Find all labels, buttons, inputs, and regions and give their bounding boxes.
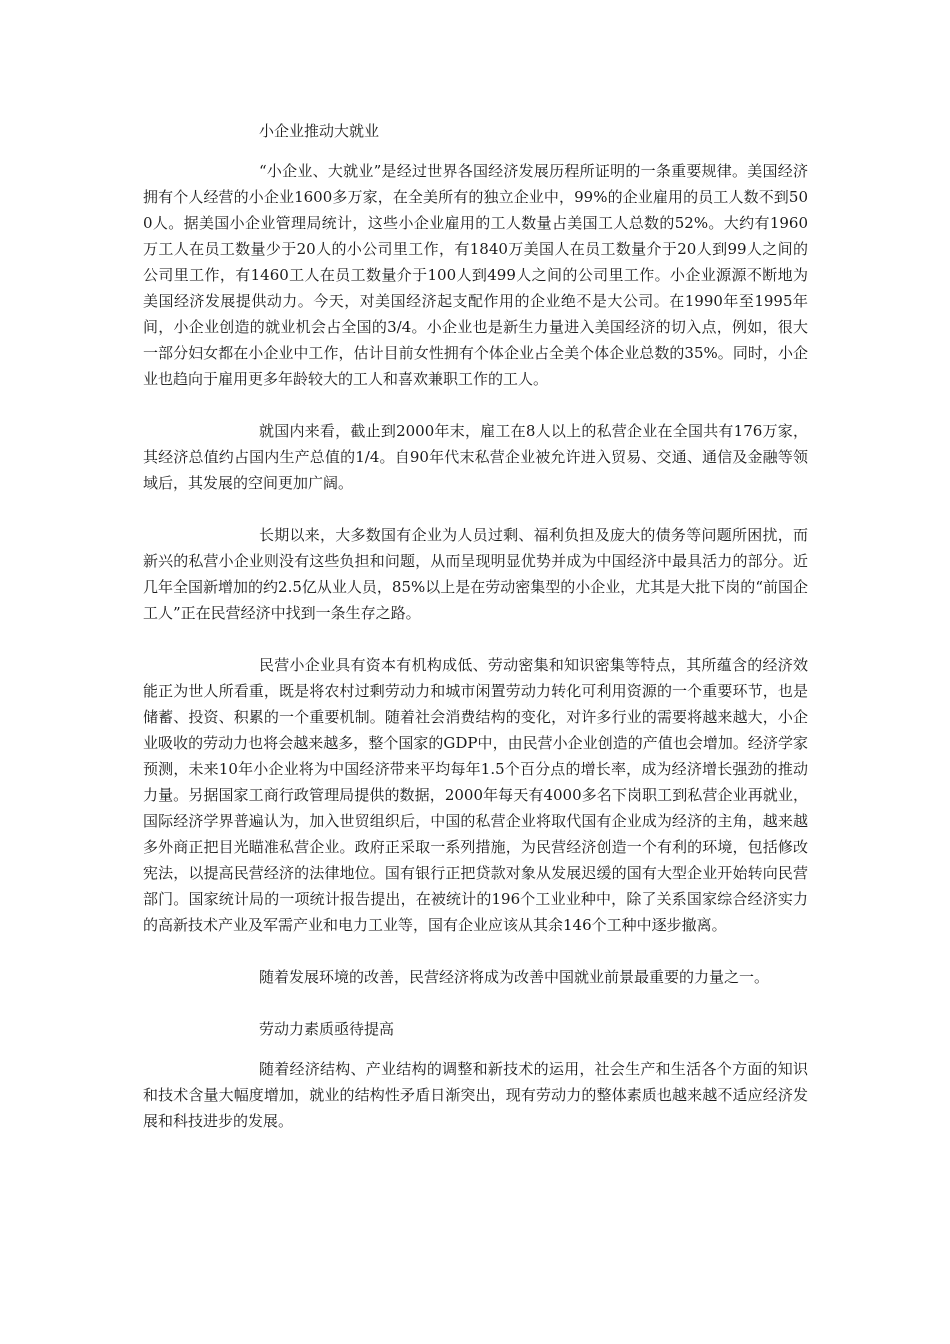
paragraph-domestic-private: 就国内来看，截止到2000年末，雇工在8人以上的私营企业在全国共有176万家，其经济总值约占国内生产总值的1/4。自90年代末私营企业被允许进入贸易、交通、通信及金融等领域后，其发展的空间更加广阔。 xyxy=(143,422,808,492)
paragraph-labor-quality: 随着经济结构、产业结构的调整和新技术的运用，社会生产和生活各个方面的知识和技术含量大幅度增加，就业的结构性矛盾日渐突出，现有劳动力的整体素质也越来越不适应经济发展和科技进步的发展。 xyxy=(143,1060,808,1130)
paragraph-environment: 随着发展环境的改善，民营经济将成为改善中国就业前景最重要的力量之一。 xyxy=(259,968,770,986)
paragraph-state-enterprise: 长期以来，大多数国有企业为人员过剩、福利负担及庞大的债务等问题所困扰，而新兴的私营小企业则没有这些负担和问题，从而呈现明显优势并成为中国经济中最具活力的部分。近几年全国新增加的约2.5亿从业人员，85%以上是在劳动密集型的小企业，尤其是大批下岗的“前国企工人”正在民营经济中找到一条生存之路。 xyxy=(143,526,808,622)
section-heading-labor-quality: 劳动力素质亟待提高 xyxy=(259,1020,395,1038)
paragraph-us-small-business: “小企业、大就业”是经过世界各国经济发展历程所证明的一条重要规律。美国经济拥有个人经营的小企业1600多万家，在全美所有的独立企业中，99%的企业雇用的员工人数不到500人。据美国小企业管理局统计，这些小企业雇用的工人数量占美国工人总数的52%。大约有1960万工人在员工数量少于20人的小公司里工作，有1840万美国人在员工数量介于20人到99人之间的公司里工作，有1460工人在员工数量介于100人到499人之间的公司里工作。小企业源源不断地为美国经济发展提供动力。今天，对美国经济起支配作用的企业绝不是大公司。在1990年至1995年间，小企业创造的就业机会占全国的3/4。小企业也是新生力量进入美国经济的切入点，例如，很大一部分妇女都在小企业中工作，估计目前女性拥有个体企业占全美个体企业总数的35%。同时，小企业也趋向于雇用更多年龄较大的工人和喜欢兼职工作的工人。 xyxy=(143,162,808,388)
document-page xyxy=(143,118,808,1134)
paragraph-private-economy: 民营小企业具有资本有机构成低、劳动密集和知识密集等特点，其所蕴含的经济效能正为世人所看重，既是将农村过剩劳动力和城市闲置劳动力转化可利用资源的一个重要环节，也是储蓄、投资、积累的一个重要机制。随着社会消费结构的变化，对许多行业的需要将越来越大，小企业吸收的劳动力也将会越来越多，整个国家的GDP中，由民营小企业创造的产值也会增加。经济学家预测，未来10年小企业将为中国经济带来平均每年1.5个百分点的增长率，成为经济增长强劲的推动力量。另据国家工商行政管理局提供的数据，2000年每天有4000多名下岗职工到私营企业再就业，国际经济学界普遍认为，加入世贸组织后，中国的私营企业将取代国有企业成为经济的主角，越来越多外商正把目光瞄准私营企业。政府正采取一系列措施，为民营经济创造一个有利的环境，包括修改宪法，以提高民营经济的法律地位。国有银行正把贷款对象从发展迟缓的国有大型企业开始转向民营部门。国家统计局的一项统计报告提出，在被统计的196个工业业种中，除了关系国家综合经济实力的高新技术产业及军需产业和电力工业等，国有企业应该从其余146个工种中逐步撤离。 xyxy=(143,656,808,934)
section-heading-small-business: 小企业推动大就业 xyxy=(259,122,380,140)
